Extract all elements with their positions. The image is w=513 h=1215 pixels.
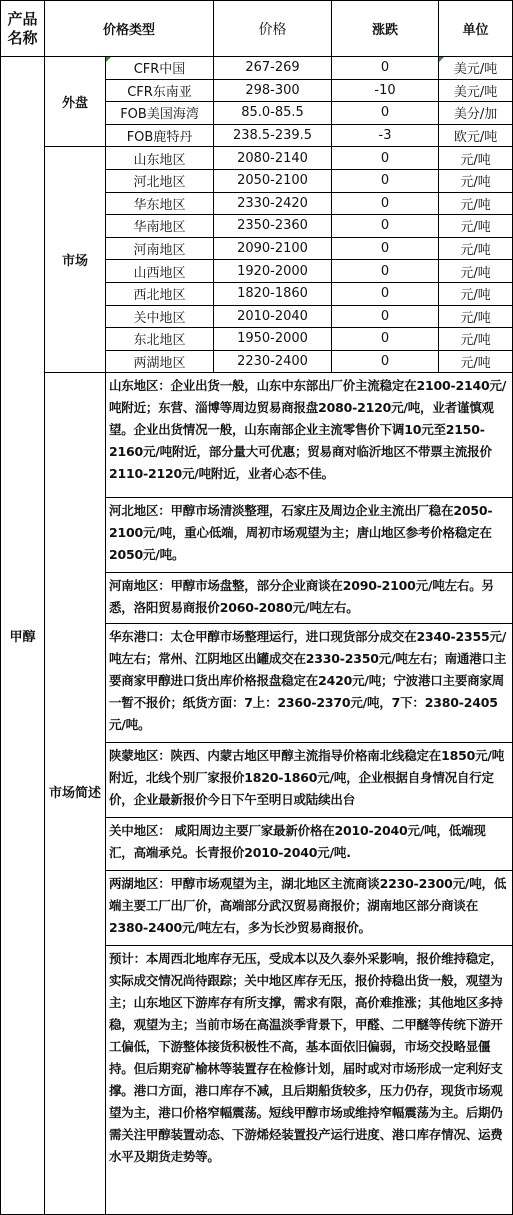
row-name: 关中地区 [106, 305, 214, 328]
row-name: 两湖地区 [106, 350, 214, 373]
row-price: 1820-1860 [214, 282, 332, 305]
header-change: 涨跌 [332, 1, 439, 57]
row-price: 2330-2420 [214, 192, 332, 215]
row-price: 267-269 [214, 57, 332, 80]
row-change: -10 [332, 79, 439, 102]
row-change: 0 [332, 282, 439, 305]
brief-cell [106, 373, 513, 1215]
table-row [1, 147, 513, 170]
corner-marker-icon [106, 57, 111, 62]
brief-row [1, 373, 513, 1215]
row-name: 西北地区 [106, 282, 214, 305]
row-change: 0 [332, 169, 439, 192]
row-unit: 元/吨 [439, 282, 513, 305]
row-unit-text: 美元/吨 [453, 62, 498, 78]
row-name: 河南地区 [106, 237, 214, 260]
row-price: 2350-2360 [214, 215, 332, 238]
product-name: 甲醇 [1, 57, 45, 1215]
row-unit: 元/吨 [439, 328, 513, 351]
row-unit: 欧元/吨 [439, 124, 513, 147]
row-name: 山东地区 [106, 147, 214, 170]
corner-marker-icon [439, 57, 444, 62]
row-change: 0 [332, 328, 439, 351]
row-unit: 元/吨 [439, 260, 513, 283]
row-name: FOB美国海湾 [106, 102, 214, 125]
header-row [1, 1, 513, 57]
row-change: 0 [332, 102, 439, 125]
row-price: 2080-2140 [214, 147, 332, 170]
row-change: 0 [332, 147, 439, 170]
row-name: 河北地区 [106, 169, 214, 192]
row-unit: 元/吨 [439, 169, 513, 192]
row-unit: 美元/吨 [439, 79, 513, 102]
row-price: 1950-2000 [214, 328, 332, 351]
row-change: 0 [332, 260, 439, 283]
row-change: -3 [332, 124, 439, 147]
row-change: 0 [332, 305, 439, 328]
note-hebei: 河北地区：甲醇市场清淡整理，石家庄及周边企业主流出厂稳在2050-2100元/吨，重心低端，周初市场观望为主；唐山地区参考价格稳定在2050元/吨。 [106, 498, 512, 573]
note-henan: 河南地区：甲醇市场盘整，部分企业商谈在2090-2100元/吨左右。另悉，洛阳贸易商报价2060-2080元/吨左右。 [106, 573, 512, 624]
row-price: 2010-2040 [214, 305, 332, 328]
row-name: 山西地区 [106, 260, 214, 283]
row-change: 0 [332, 192, 439, 215]
row-change: 0 [332, 237, 439, 260]
row-price: 298-300 [214, 79, 332, 102]
table-row [1, 57, 513, 80]
row-unit: 元/吨 [439, 192, 513, 215]
row-unit: 元/吨 [439, 237, 513, 260]
row-unit: 元/吨 [439, 215, 513, 238]
note-shandong: 山东地区：企业出货一般，山东中东部出厂价主流稳定在2100-2140元/吨附近；东营、淄博等周边贸易商报盘2080-2120元/吨，业者谨慎观望。企业出货情况一般，山东南部企业主流零售价下调10元至2150-2160元/吨附近，部分量大可优惠；贸易商对临沂地区不带票主流报价2110-2120元/吨附近，业者心态不佳。 [106, 373, 512, 498]
row-unit [439, 57, 513, 80]
row-name [106, 57, 214, 80]
row-name: CFR东南亚 [106, 79, 214, 102]
group-market: 市场 [45, 147, 106, 373]
row-price: 2230-2400 [214, 350, 332, 373]
note-forecast: 预计：本周西北地库存无压，受成本以及久泰外采影响，报价维持稳定，实际成交情况尚待跟踪；关中地区库存无压，报价持稳出货一般，观望为主；山东地区下游库存有所支撑，需求有限，高价难推涨；其他地区多持稳，观望为主；当前市场在高温淡季背景下，甲醛、二甲醚等传统下游开工偏低，下游整体接货积极性不高，基本面依旧偏弱，市场交投略显僵持。但后期兖矿榆林等装置存在检修计划，届时或对市场形成一定利好支撑。港口方面，港口库存不减，且后期船货较多，压力仍存，现货市场观望为主，港口价格窄幅震荡。短线甲醇市场或维持窄幅震荡为主。后期仍需关注甲醇装置动态、下游烯烃装置投产运行进度、港口库存情况、运费水平及期货走势等。 [109, 951, 503, 1165]
row-price: 1920-2000 [214, 260, 332, 283]
row-price: 238.5-239.5 [214, 124, 332, 147]
row-unit: 元/吨 [439, 350, 513, 373]
row-change: 0 [332, 57, 439, 80]
row-name: 华南地区 [106, 215, 214, 238]
note-guanzhong: 关中地区： 咸阳周边主要厂家最新价格在2010-2040元/吨，低端现汇，高端承兑。长青报价2010-2040元/吨. [106, 818, 512, 871]
header-price-type: 价格类型 [45, 1, 214, 57]
group-brief: 市场简述 [45, 373, 106, 1215]
row-unit: 元/吨 [439, 305, 513, 328]
row-change: 0 [332, 350, 439, 373]
row-price: 85.0-85.5 [214, 102, 332, 125]
header-price: 价格 [214, 1, 332, 57]
row-change: 0 [332, 215, 439, 238]
note-huadong-port: 华东港口：太仓甲醇市场整理运行，进口现货部分成交在2340-2355元/吨左右；常州、江阴地区出罐成交在2330-2350元/吨左右；南通港口主要商家甲醇进口货出库价格报盘稳定在2420元/吨；宁波港口主要商家周一暂不报价；纸货方面：7上：2360-2370元/吨，7下：2380-2405元/吨。 [106, 624, 512, 743]
note-shaanxi-mongolia: 陕蒙地区：陕西、内蒙古地区甲醇主流指导价格南北线稳定在1850元/吨附近，北线个别厂家报价1820-1860元/吨，企业根据自身情况自行定价，企业最新报价今日下午至明日或陆续出台 [106, 743, 512, 818]
header-product: 产品名称 [1, 1, 45, 57]
group-outer: 外盘 [45, 57, 106, 147]
row-price: 2090-2100 [214, 237, 332, 260]
row-name: 东北地区 [106, 328, 214, 351]
row-name: FOB鹿特丹 [106, 124, 214, 147]
row-unit: 美分/加 [439, 102, 513, 125]
row-name: 华东地区 [106, 192, 214, 215]
row-price: 2050-2100 [214, 169, 332, 192]
header-unit: 单位 [439, 1, 513, 57]
note-lianghu: 两湖地区：甲醇市场观望为主，湖北地区主流商谈2230-2300元/吨，低端主要工厂出厂价，高端部分武汉贸易商报价；湖南地区部分商谈在2380-2400元/吨左右，多为长沙贸易商报价。 [106, 871, 512, 946]
row-unit: 元/吨 [439, 147, 513, 170]
row-name-text: CFR中国 [133, 62, 186, 78]
